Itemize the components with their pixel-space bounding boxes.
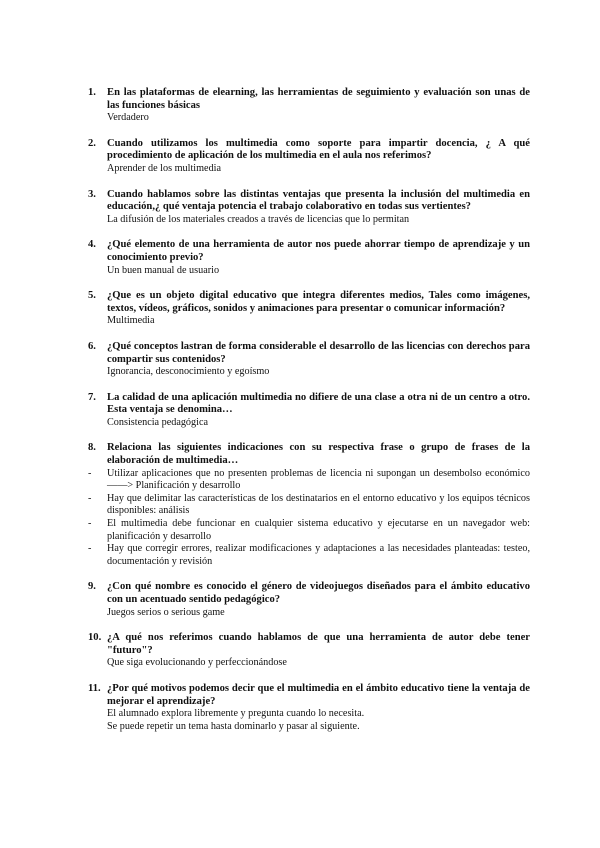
question-item-1 (88, 87, 530, 125)
dash-bullet: - (88, 518, 92, 530)
answer-text: El alumnado explora libremente y pregunta cuando lo necesita. (107, 708, 365, 720)
question-item-4 (88, 239, 530, 277)
answer-text: Aprender de los multimedia (107, 162, 222, 174)
answer-text: Juegos serios o serious game (107, 606, 225, 618)
list-item-text: Hay que delimitar las características de los destinatarios en el entorno educativo y los equipos técnicos disponibles: análisis (107, 492, 530, 517)
answer-text: La difusión de los materiales creados a través de licencias que lo permitan (107, 213, 410, 225)
list-item-text: Hay que corregir errores, realizar modificaciones y adaptaciones a las necesidades planteadas: testeo, documentación y revisión (107, 543, 530, 567)
question-number: 9. (88, 581, 96, 593)
list-item-text: El multimedia debe funcionar en cualquier sistema educativo y ejecutarse en un navegador web: planificación y desarrollo (107, 518, 530, 542)
list-item (88, 492, 530, 518)
question-item-7 (88, 392, 530, 430)
list-item (88, 518, 530, 543)
question-number: 2. (88, 137, 96, 149)
question-number: 3. (88, 188, 96, 200)
question-item-3 (88, 189, 530, 227)
question-text: La calidad de una aplicación multimedia no difiere de una clase a otra ni de un centro a otro. Esta ventaja se denomina… (107, 391, 530, 416)
question-number: 11. (88, 682, 101, 694)
list-item-text: Utilizar aplicaciones que no presenten problemas de licencia ni supongan un desembolso económico——> Planificación y desarrollo (107, 467, 530, 492)
question-text: ¿Por qué motivos podemos decir que el multimedia en el ámbito educativo tiene la ventaja de mejorar el aprendizaje? (107, 682, 530, 707)
question-number: 7. (88, 391, 96, 403)
dash-bullet: - (88, 543, 92, 555)
question-number: 1. (88, 87, 96, 98)
question-number: 8. (88, 442, 96, 454)
dash-bullet: - (88, 492, 92, 504)
dash-bullet: - (88, 467, 92, 479)
question-list (88, 87, 530, 746)
question-text: En las plataformas de elearning, las herramientas de seguimiento y evaluación son unas de las funciones básicas (107, 87, 530, 111)
answer-text: Un buen manual de usuario (107, 264, 220, 276)
answer-text: Que siga evolucionando y perfeccionándose (107, 657, 287, 669)
answer-text: Verdadero (107, 112, 149, 124)
question-text: ¿Qué conceptos lastran de forma considerable el desarrollo de las licencias con derechos para compartir sus contenidos? (107, 340, 530, 365)
question-number: 4. (88, 239, 96, 251)
question-text: ¿Que es un objeto digital educativo que integra diferentes medios, Tales como imágenes, textos, vídeos, gráficos, sonidos y animaciones para presentar o comunicar información? (107, 290, 530, 314)
answer-bullet-list (88, 467, 530, 569)
answer-text: Consistencia pedagógica (107, 416, 208, 428)
question-text: ¿Con qué nombre es conocido el género de videojuegos diseñados para el ámbito educativo con un acentuado sentido pedagógico? (107, 581, 530, 605)
question-number: 6. (88, 340, 96, 352)
question-item-9 (88, 581, 530, 619)
list-item (88, 467, 530, 493)
question-text: Relaciona las siguientes indicaciones con su respectiva frase o grupo de frases de la elaboración de multimedia… (107, 442, 530, 467)
question-text: Cuando hablamos sobre las distintas ventajas que presenta la inclusión del multimedia en educación,¿ qué ventaja potencia el trabajo colaborativo en todas sus vertientes? (107, 188, 530, 213)
question-item-2 (88, 138, 530, 176)
answer-text-second-line: Se puede repetir un tema hasta dominarlo y pasar al siguiente. (107, 720, 360, 732)
list-item (88, 543, 530, 568)
question-text: ¿A qué nos referimos cuando hablamos de que una herramienta de autor debe tener "futuro"? (107, 632, 530, 656)
question-item-10 (88, 632, 530, 670)
answer-text: Ignorancia, desconocimiento y egoísmo (107, 366, 270, 378)
question-item-8 (88, 442, 530, 568)
question-number: 10. (88, 632, 102, 644)
question-item-5 (88, 290, 530, 328)
question-text: ¿Qué elemento de una herramienta de autor nos puede ahorrar tiempo de aprendizaje y un conocimiento previo? (107, 239, 530, 263)
question-item-11 (88, 683, 530, 733)
answer-text: Multimedia (107, 315, 155, 327)
question-text: Cuando utilizamos los multimedia como soporte para impartir docencia, ¿ A qué procedimiento de aplicación de los multimedia en el aula nos referimos? (107, 137, 530, 162)
question-number: 5. (88, 290, 96, 302)
question-item-6 (88, 341, 530, 379)
